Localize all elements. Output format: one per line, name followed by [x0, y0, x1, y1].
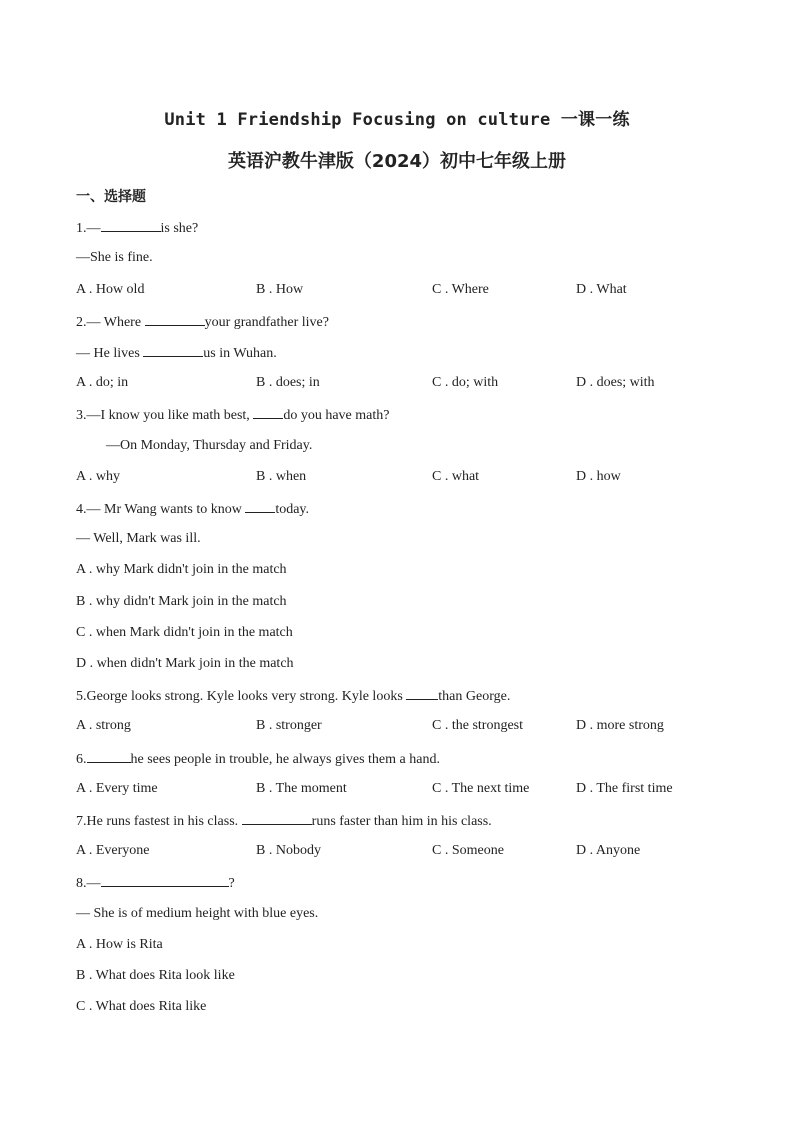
- question-4-option-d[interactable]: D . when didn't Mark join in the match: [76, 656, 294, 671]
- question-3-option-b[interactable]: B . when: [256, 469, 307, 484]
- stem-text: today.: [275, 502, 310, 517]
- document-title: Unit 1 Friendship Focusing on culture 一课一练: [164, 110, 630, 130]
- question-7-option-c[interactable]: C . Someone: [432, 843, 504, 858]
- stem-text: is she?: [160, 221, 199, 236]
- question-6-option-b[interactable]: B . The moment: [256, 781, 347, 796]
- question-5-option-c[interactable]: C . the strongest: [432, 718, 523, 733]
- question-7-stem: [76, 811, 492, 831]
- stem-text: 1.—: [76, 221, 101, 236]
- question-7-option-b[interactable]: B . Nobody: [256, 843, 321, 858]
- question-2-stem: [76, 312, 329, 332]
- question-8-option-b[interactable]: B . What does Rita look like: [76, 968, 235, 983]
- reply-text: — He lives: [76, 346, 144, 361]
- stem-text: 4.— Mr Wang wants to know: [76, 502, 246, 517]
- question-4-option-c[interactable]: C . when Mark didn't join in the match: [76, 625, 293, 640]
- stem-text: than George.: [438, 689, 511, 704]
- question-6-stem: [76, 749, 440, 769]
- question-3-option-a[interactable]: A . why: [76, 469, 120, 484]
- answer-blank: [253, 405, 283, 419]
- question-8-stem: [76, 873, 235, 893]
- question-6-option-a[interactable]: A . Every time: [76, 781, 158, 796]
- question-4-stem: [76, 499, 309, 519]
- answer-blank: [87, 749, 131, 763]
- question-5-option-b[interactable]: B . stronger: [256, 718, 322, 733]
- question-5-stem: [76, 686, 510, 706]
- question-4-option-b[interactable]: B . why didn't Mark join in the match: [76, 594, 287, 609]
- question-4-reply: — Well, Mark was ill.: [76, 531, 201, 546]
- question-1-option-d[interactable]: D . What: [576, 282, 627, 297]
- reply-text: us in Wuhan.: [203, 346, 277, 361]
- question-2-option-c[interactable]: C . do; with: [432, 375, 499, 390]
- question-7-option-d[interactable]: D . Anyone: [576, 843, 641, 858]
- answer-blank: [245, 499, 275, 513]
- answer-blank: [145, 312, 205, 326]
- question-3-option-c[interactable]: C . what: [432, 469, 480, 484]
- question-3-reply: —On Monday, Thursday and Friday.: [106, 438, 313, 453]
- stem-text: 5.George looks strong. Kyle looks very strong. Kyle looks: [76, 689, 407, 704]
- question-1-option-b[interactable]: B . How: [256, 282, 304, 297]
- stem-text: 3.—I know you like math best,: [76, 408, 254, 423]
- question-1-option-c[interactable]: C . Where: [432, 282, 489, 297]
- answer-blank: [101, 873, 229, 887]
- stem-text: do you have math?: [283, 408, 390, 423]
- stem-text: he sees people in trouble, he always gives them a hand.: [130, 752, 440, 767]
- question-8-reply: — She is of medium height with blue eyes.: [76, 906, 319, 921]
- question-2-option-b[interactable]: B . does; in: [256, 375, 320, 390]
- question-4-option-a[interactable]: A . why Mark didn't join in the match: [76, 562, 287, 577]
- stem-text: your grandfather live?: [204, 315, 329, 330]
- document-subtitle: 英语沪教牛津版（2024）初中七年级上册: [227, 151, 567, 172]
- answer-blank: [242, 811, 312, 825]
- question-3-stem: [76, 405, 389, 425]
- section-title: 一、选择题: [76, 189, 146, 205]
- question-1-reply: —She is fine.: [76, 250, 153, 265]
- stem-text: ?: [228, 876, 235, 891]
- question-1-stem: [76, 218, 198, 238]
- question-2-option-a[interactable]: A . do; in: [76, 375, 129, 390]
- stem-text: 6.: [76, 752, 87, 767]
- question-6-option-d[interactable]: D . The first time: [576, 781, 673, 796]
- answer-blank: [406, 686, 438, 700]
- question-5-option-a[interactable]: A . strong: [76, 718, 131, 733]
- stem-text: runs faster than him in his class.: [311, 814, 492, 829]
- stem-text: 7.He runs fastest in his class.: [76, 814, 242, 829]
- question-8-option-c[interactable]: C . What does Rita like: [76, 999, 207, 1014]
- question-6-option-c[interactable]: C . The next time: [432, 781, 530, 796]
- question-1-option-a[interactable]: A . How old: [76, 282, 145, 297]
- question-5-option-d[interactable]: D . more strong: [576, 718, 664, 733]
- answer-blank: [143, 343, 203, 357]
- question-3-option-d[interactable]: D . how: [576, 469, 621, 484]
- stem-text: 8.—: [76, 876, 101, 891]
- question-8-option-a[interactable]: A . How is Rita: [76, 937, 163, 952]
- answer-blank: [101, 218, 161, 232]
- question-2-option-d[interactable]: D . does; with: [576, 375, 655, 390]
- stem-text: 2.— Where: [76, 315, 145, 330]
- question-7-option-a[interactable]: A . Everyone: [76, 843, 150, 858]
- question-2-reply: [76, 343, 277, 363]
